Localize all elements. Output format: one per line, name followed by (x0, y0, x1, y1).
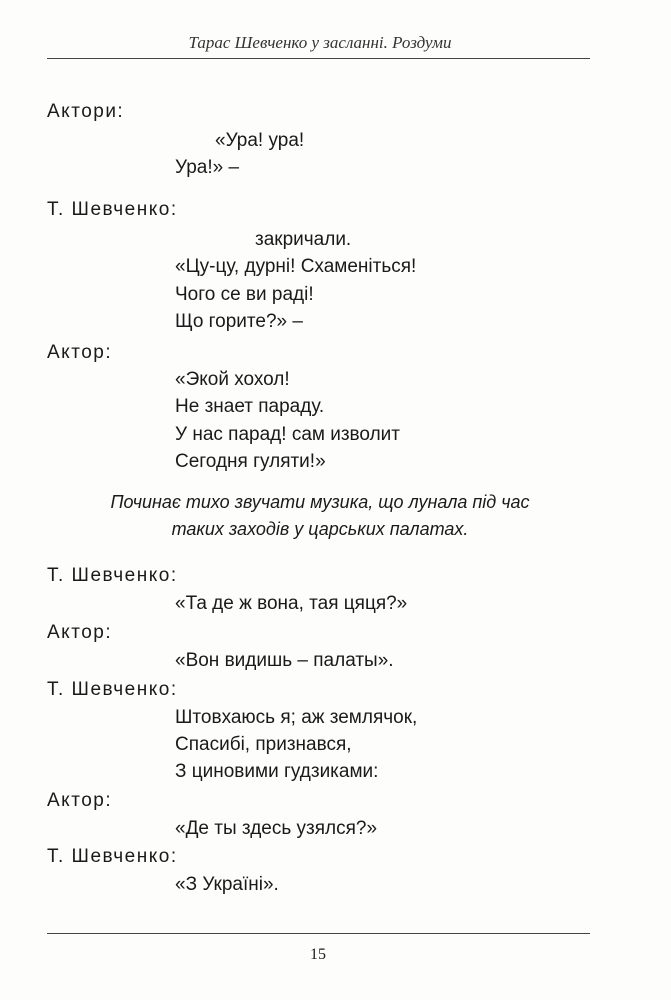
stage-direction-line: Починає тихо звучати музика, що лунала під час (110, 492, 530, 512)
verse-line: «Та де ж вона, тая цяця?» (175, 593, 408, 614)
footer-rule (47, 933, 590, 934)
stage-direction (40, 489, 600, 543)
verse-line: «Вон видишь – палаты». (175, 650, 394, 671)
page-number: 15 (310, 946, 326, 963)
verse-line: Що горите?» – (175, 311, 303, 332)
verse-line: «Экой хохол! (175, 369, 290, 390)
verse-line: «З Україні». (175, 874, 279, 895)
verse-line: Спасибі, признався, (175, 734, 352, 755)
verse-line: Сегодня гуляти!» (175, 451, 326, 472)
speaker-label: Актор: (47, 342, 113, 363)
verse-line: закричали. (255, 229, 352, 250)
speaker-label: Т. Шевченко: (47, 565, 178, 586)
verse-line: Не знает параду. (175, 396, 325, 417)
verse-line: «Цу-цу, дурні! Схаменіться! (175, 256, 417, 277)
speaker-label: Актори: (47, 101, 125, 122)
speaker-label: Актор: (47, 790, 113, 811)
header-rule (47, 58, 590, 59)
speaker-label: Актор: (47, 622, 113, 643)
speaker-label: Т. Шевченко: (47, 679, 178, 700)
speaker-label: Т. Шевченко: (47, 199, 178, 220)
verse-line: Чого се ви раді! (175, 284, 314, 305)
verse-line: «Де ты здесь узялся?» (175, 818, 378, 839)
verse-line: «Ура! ура! (215, 130, 305, 151)
verse-line: Ура!» – (175, 157, 240, 178)
speaker-label: Т. Шевченко: (47, 846, 178, 867)
running-header: Тарас Шевченко у засланні. Роздуми (188, 33, 452, 52)
stage-direction-line: таких заходів у царських палатах. (171, 519, 469, 539)
verse-line: У нас парад! сам изволит (175, 424, 400, 445)
verse-line: Штовхаюсь я; аж землячок, (175, 707, 418, 728)
verse-line: З циновими гудзиками: (175, 761, 379, 782)
